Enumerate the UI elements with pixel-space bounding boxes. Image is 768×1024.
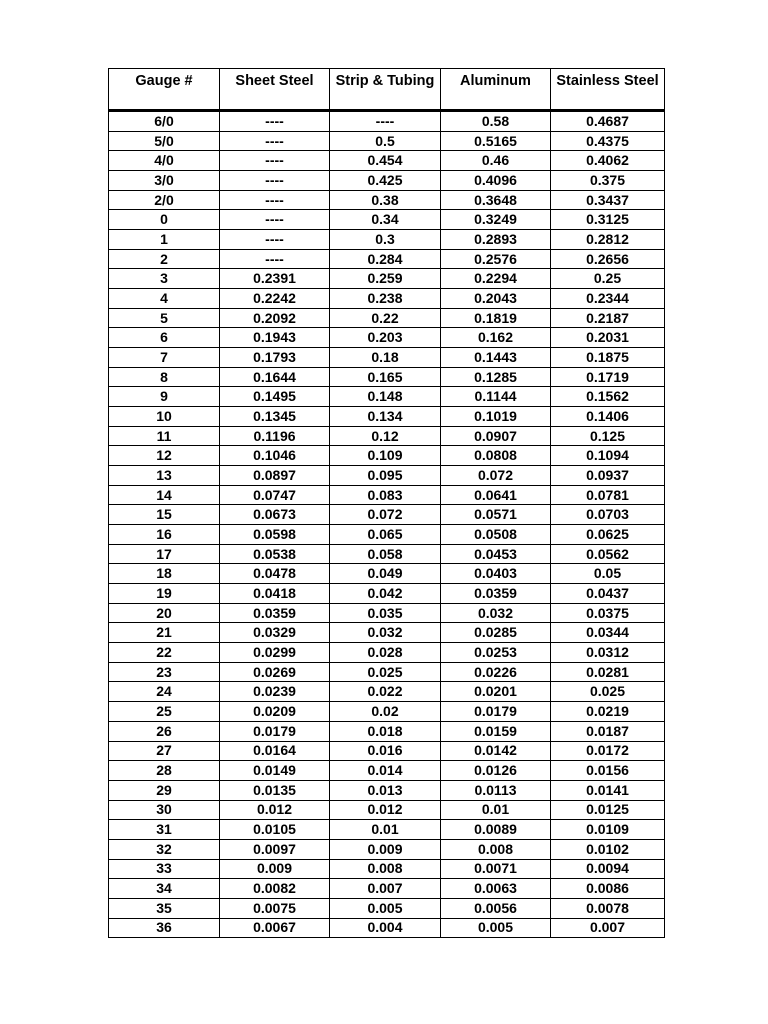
cell-sheet-steel: 0.0269 [220,662,330,682]
cell-stainless-steel: 0.0781 [551,485,665,505]
cell-sheet-steel: 0.1495 [220,387,330,407]
cell-stainless-steel: 0.0156 [551,761,665,781]
cell-aluminum: 0.0089 [441,820,551,840]
cell-sheet-steel: ---- [220,190,330,210]
cell-stainless-steel: 0.1094 [551,446,665,466]
cell-aluminum: 0.072 [441,466,551,486]
cell-strip-tubing: 0.02 [330,702,441,722]
cell-sheet-steel: 0.0135 [220,780,330,800]
cell-aluminum: 0.032 [441,603,551,623]
cell-aluminum: 0.2043 [441,289,551,309]
cell-stainless-steel: 0.0937 [551,466,665,486]
cell-gauge: 30 [109,800,220,820]
cell-strip-tubing: 0.008 [330,859,441,879]
cell-strip-tubing: 0.009 [330,839,441,859]
cell-aluminum: 0.0071 [441,859,551,879]
table-row [109,466,665,486]
cell-aluminum: 0.46 [441,151,551,171]
cell-strip-tubing: 0.012 [330,800,441,820]
cell-strip-tubing: 0.018 [330,721,441,741]
cell-stainless-steel: 0.1719 [551,367,665,387]
table-row [109,151,665,171]
table-row [109,269,665,289]
cell-sheet-steel: 0.0082 [220,879,330,899]
cell-stainless-steel: 0.0078 [551,898,665,918]
cell-stainless-steel: 0.3437 [551,190,665,210]
cell-sheet-steel: 0.1793 [220,348,330,368]
cell-aluminum: 0.1019 [441,407,551,427]
cell-gauge: 33 [109,859,220,879]
cell-strip-tubing: 0.022 [330,682,441,702]
table-row [109,348,665,368]
header-sheet-steel: Sheet Steel [220,69,330,111]
cell-sheet-steel: 0.0097 [220,839,330,859]
table-row [109,780,665,800]
cell-stainless-steel: 0.0109 [551,820,665,840]
table-row [109,879,665,899]
table-row [109,328,665,348]
cell-sheet-steel: 0.0299 [220,643,330,663]
table-row [109,918,665,938]
cell-aluminum: 0.0126 [441,761,551,781]
header-stainless-steel: Stainless Steel [551,69,665,111]
cell-strip-tubing: 0.013 [330,780,441,800]
cell-strip-tubing: 0.5 [330,131,441,151]
cell-aluminum: 0.0063 [441,879,551,899]
cell-gauge: 7 [109,348,220,368]
table-row [109,544,665,564]
cell-gauge: 16 [109,525,220,545]
cell-strip-tubing: 0.014 [330,761,441,781]
cell-stainless-steel: 0.0375 [551,603,665,623]
cell-gauge: 13 [109,466,220,486]
cell-strip-tubing: 0.165 [330,367,441,387]
cell-strip-tubing: 0.042 [330,584,441,604]
cell-strip-tubing: 0.005 [330,898,441,918]
cell-stainless-steel: 0.2031 [551,328,665,348]
cell-strip-tubing: 0.025 [330,662,441,682]
cell-gauge: 19 [109,584,220,604]
cell-gauge: 18 [109,564,220,584]
cell-aluminum: 0.0226 [441,662,551,682]
cell-strip-tubing: 0.058 [330,544,441,564]
table-row [109,210,665,230]
cell-aluminum: 0.0285 [441,623,551,643]
cell-stainless-steel: 0.25 [551,269,665,289]
cell-aluminum: 0.162 [441,328,551,348]
table-row [109,387,665,407]
cell-strip-tubing: 0.01 [330,820,441,840]
cell-gauge: 3/0 [109,171,220,191]
cell-gauge: 34 [109,879,220,899]
cell-gauge: 36 [109,918,220,938]
header-row [109,69,665,111]
cell-stainless-steel: 0.2812 [551,230,665,250]
cell-gauge: 6/0 [109,111,220,132]
cell-stainless-steel: 0.0562 [551,544,665,564]
table-row [109,505,665,525]
cell-gauge: 10 [109,407,220,427]
cell-stainless-steel: 0.0187 [551,721,665,741]
cell-aluminum: 0.008 [441,839,551,859]
cell-sheet-steel: 0.2242 [220,289,330,309]
cell-sheet-steel: 0.1196 [220,426,330,446]
cell-strip-tubing: 0.38 [330,190,441,210]
cell-aluminum: 0.58 [441,111,551,132]
cell-sheet-steel: 0.009 [220,859,330,879]
cell-gauge: 12 [109,446,220,466]
table-row [109,761,665,781]
cell-gauge: 11 [109,426,220,446]
header-aluminum: Aluminum [441,69,551,111]
cell-aluminum: 0.0453 [441,544,551,564]
cell-aluminum: 0.01 [441,800,551,820]
cell-gauge: 22 [109,643,220,663]
cell-strip-tubing: 0.032 [330,623,441,643]
cell-gauge: 21 [109,623,220,643]
table-row [109,249,665,269]
cell-stainless-steel: 0.0141 [551,780,665,800]
cell-sheet-steel: 0.0239 [220,682,330,702]
cell-strip-tubing: 0.109 [330,446,441,466]
cell-aluminum: 0.0201 [441,682,551,702]
table-row [109,820,665,840]
cell-gauge: 23 [109,662,220,682]
cell-strip-tubing: 0.007 [330,879,441,899]
cell-sheet-steel: 0.0538 [220,544,330,564]
cell-stainless-steel: 0.4687 [551,111,665,132]
header-gauge: Gauge # [109,69,220,111]
cell-strip-tubing: 0.203 [330,328,441,348]
table-row [109,898,665,918]
cell-aluminum: 0.0056 [441,898,551,918]
cell-sheet-steel: ---- [220,230,330,250]
cell-aluminum: 0.005 [441,918,551,938]
cell-gauge: 35 [109,898,220,918]
table-row [109,190,665,210]
cell-aluminum: 0.1144 [441,387,551,407]
cell-sheet-steel: 0.012 [220,800,330,820]
cell-sheet-steel: 0.0418 [220,584,330,604]
cell-sheet-steel: 0.1345 [220,407,330,427]
cell-aluminum: 0.2294 [441,269,551,289]
cell-sheet-steel: 0.0747 [220,485,330,505]
cell-sheet-steel: ---- [220,171,330,191]
cell-strip-tubing: 0.035 [330,603,441,623]
cell-stainless-steel: 0.0312 [551,643,665,663]
table-row [109,485,665,505]
cell-gauge: 0 [109,210,220,230]
table-row [109,643,665,663]
table-header [109,69,665,111]
cell-gauge: 25 [109,702,220,722]
cell-sheet-steel: ---- [220,131,330,151]
cell-aluminum: 0.0907 [441,426,551,446]
cell-gauge: 15 [109,505,220,525]
table-row [109,662,665,682]
cell-gauge: 4/0 [109,151,220,171]
cell-strip-tubing: 0.083 [330,485,441,505]
cell-stainless-steel: 0.0094 [551,859,665,879]
cell-sheet-steel: 0.0164 [220,741,330,761]
cell-sheet-steel: 0.0478 [220,564,330,584]
cell-stainless-steel: 0.125 [551,426,665,446]
cell-aluminum: 0.4096 [441,171,551,191]
cell-strip-tubing: 0.3 [330,230,441,250]
table-row [109,603,665,623]
table-row [109,426,665,446]
table-row [109,682,665,702]
cell-gauge: 24 [109,682,220,702]
cell-aluminum: 0.1285 [441,367,551,387]
cell-aluminum: 0.0403 [441,564,551,584]
cell-gauge: 32 [109,839,220,859]
cell-aluminum: 0.1443 [441,348,551,368]
cell-strip-tubing: 0.284 [330,249,441,269]
cell-stainless-steel: 0.0172 [551,741,665,761]
cell-stainless-steel: 0.05 [551,564,665,584]
cell-strip-tubing: 0.072 [330,505,441,525]
cell-sheet-steel: 0.0897 [220,466,330,486]
cell-aluminum: 0.3249 [441,210,551,230]
cell-stainless-steel: 0.375 [551,171,665,191]
table-row [109,564,665,584]
cell-strip-tubing: 0.028 [330,643,441,663]
cell-strip-tubing: 0.259 [330,269,441,289]
cell-sheet-steel: 0.0329 [220,623,330,643]
cell-sheet-steel: ---- [220,111,330,132]
header-strip-tubing: Strip & Tubing [330,69,441,111]
cell-gauge: 4 [109,289,220,309]
table-row [109,407,665,427]
table-row [109,839,665,859]
cell-strip-tubing: 0.134 [330,407,441,427]
cell-gauge: 17 [109,544,220,564]
cell-gauge: 1 [109,230,220,250]
cell-aluminum: 0.5165 [441,131,551,151]
cell-aluminum: 0.0359 [441,584,551,604]
cell-stainless-steel: 0.4375 [551,131,665,151]
cell-gauge: 27 [109,741,220,761]
cell-sheet-steel: 0.0179 [220,721,330,741]
cell-sheet-steel: 0.2391 [220,269,330,289]
cell-gauge: 6 [109,328,220,348]
cell-sheet-steel: 0.1943 [220,328,330,348]
cell-stainless-steel: 0.2187 [551,308,665,328]
cell-aluminum: 0.0113 [441,780,551,800]
cell-stainless-steel: 0.0281 [551,662,665,682]
cell-sheet-steel: 0.0075 [220,898,330,918]
cell-strip-tubing: 0.148 [330,387,441,407]
cell-strip-tubing: 0.425 [330,171,441,191]
table-row [109,741,665,761]
cell-stainless-steel: 0.4062 [551,151,665,171]
cell-stainless-steel: 0.0102 [551,839,665,859]
cell-stainless-steel: 0.007 [551,918,665,938]
table-row [109,584,665,604]
cell-gauge: 2/0 [109,190,220,210]
cell-sheet-steel: ---- [220,151,330,171]
cell-aluminum: 0.0142 [441,741,551,761]
cell-gauge: 5 [109,308,220,328]
cell-stainless-steel: 0.2344 [551,289,665,309]
cell-sheet-steel: 0.0673 [220,505,330,525]
cell-sheet-steel: ---- [220,210,330,230]
cell-stainless-steel: 0.0437 [551,584,665,604]
cell-strip-tubing: 0.12 [330,426,441,446]
cell-stainless-steel: 0.3125 [551,210,665,230]
cell-gauge: 26 [109,721,220,741]
cell-stainless-steel: 0.1875 [551,348,665,368]
cell-sheet-steel: 0.0359 [220,603,330,623]
cell-gauge: 29 [109,780,220,800]
cell-stainless-steel: 0.0086 [551,879,665,899]
cell-aluminum: 0.2893 [441,230,551,250]
cell-gauge: 3 [109,269,220,289]
cell-aluminum: 0.0179 [441,702,551,722]
table-row [109,446,665,466]
table-row [109,289,665,309]
table-body [109,111,665,938]
cell-sheet-steel: 0.0209 [220,702,330,722]
cell-sheet-steel: 0.2092 [220,308,330,328]
cell-aluminum: 0.0808 [441,446,551,466]
cell-stainless-steel: 0.0219 [551,702,665,722]
cell-sheet-steel: 0.0598 [220,525,330,545]
cell-stainless-steel: 0.0344 [551,623,665,643]
cell-stainless-steel: 0.1562 [551,387,665,407]
table-row [109,367,665,387]
cell-sheet-steel: ---- [220,249,330,269]
table-row [109,800,665,820]
cell-sheet-steel: 0.0149 [220,761,330,781]
cell-strip-tubing: 0.016 [330,741,441,761]
table-row [109,111,665,132]
cell-strip-tubing: 0.095 [330,466,441,486]
table-row [109,525,665,545]
cell-strip-tubing: 0.238 [330,289,441,309]
cell-strip-tubing: 0.454 [330,151,441,171]
cell-sheet-steel: 0.0105 [220,820,330,840]
cell-strip-tubing: 0.22 [330,308,441,328]
cell-aluminum: 0.0571 [441,505,551,525]
cell-stainless-steel: 0.2656 [551,249,665,269]
cell-gauge: 5/0 [109,131,220,151]
cell-gauge: 20 [109,603,220,623]
cell-aluminum: 0.0253 [441,643,551,663]
cell-sheet-steel: 0.1644 [220,367,330,387]
cell-strip-tubing: 0.049 [330,564,441,584]
cell-gauge: 14 [109,485,220,505]
cell-sheet-steel: 0.1046 [220,446,330,466]
cell-stainless-steel: 0.0625 [551,525,665,545]
table-row [109,623,665,643]
cell-aluminum: 0.1819 [441,308,551,328]
gauge-thickness-table [108,68,665,938]
cell-gauge: 8 [109,367,220,387]
cell-stainless-steel: 0.025 [551,682,665,702]
table-row [109,230,665,250]
cell-stainless-steel: 0.0125 [551,800,665,820]
table-row [109,859,665,879]
cell-gauge: 28 [109,761,220,781]
cell-sheet-steel: 0.0067 [220,918,330,938]
cell-strip-tubing: 0.065 [330,525,441,545]
cell-aluminum: 0.3648 [441,190,551,210]
table-row [109,721,665,741]
cell-strip-tubing: 0.18 [330,348,441,368]
cell-strip-tubing: 0.004 [330,918,441,938]
table-row [109,171,665,191]
cell-aluminum: 0.0508 [441,525,551,545]
cell-gauge: 2 [109,249,220,269]
cell-aluminum: 0.0641 [441,485,551,505]
table-row [109,702,665,722]
cell-aluminum: 0.2576 [441,249,551,269]
cell-gauge: 9 [109,387,220,407]
cell-gauge: 31 [109,820,220,840]
cell-stainless-steel: 0.1406 [551,407,665,427]
cell-stainless-steel: 0.0703 [551,505,665,525]
cell-aluminum: 0.0159 [441,721,551,741]
cell-strip-tubing: 0.34 [330,210,441,230]
cell-strip-tubing: ---- [330,111,441,132]
table-row [109,131,665,151]
table-row [109,308,665,328]
